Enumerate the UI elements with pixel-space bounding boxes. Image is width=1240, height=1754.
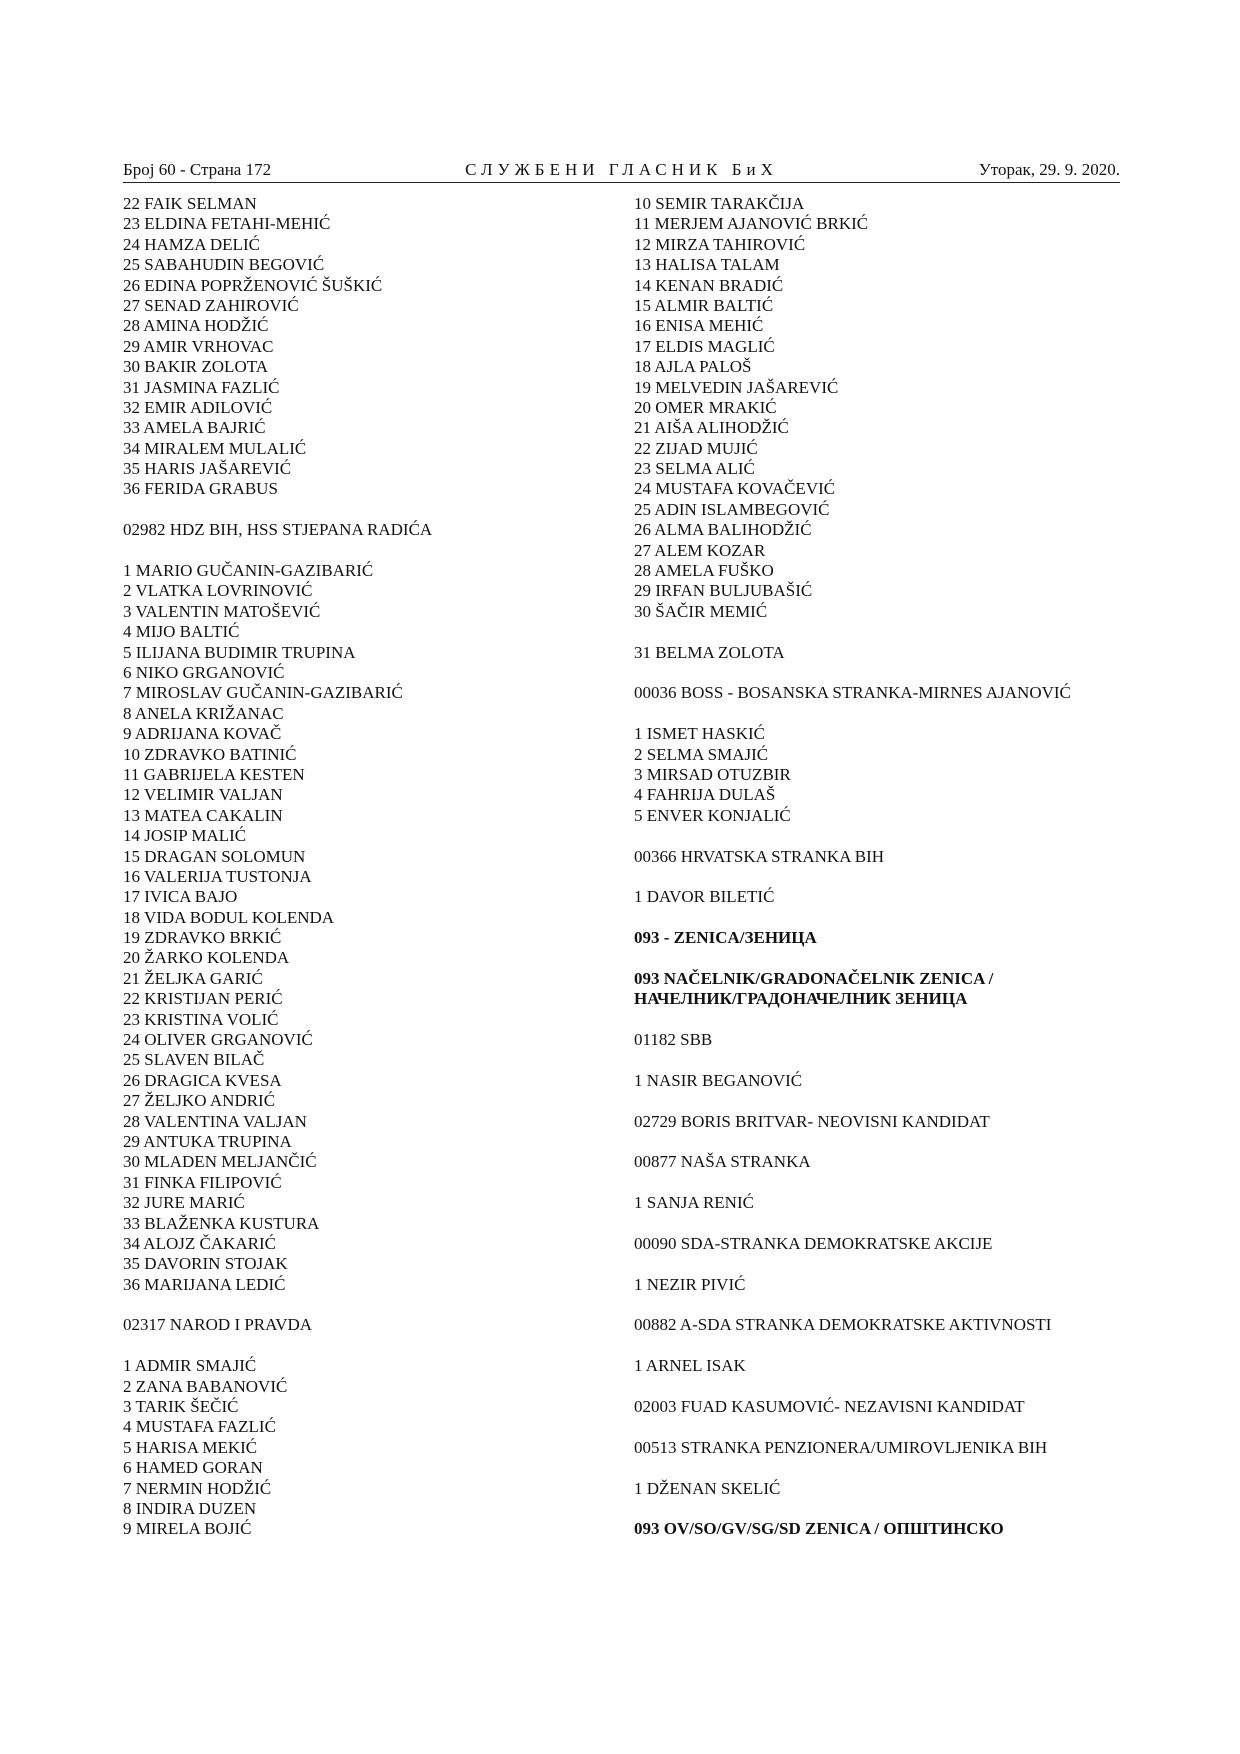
section-heading: 093 OV/SO/GV/SG/SD ZENICA / ОПШТИНСКО (634, 1519, 1004, 1539)
list-item: 11 MERJEM AJANOVIĆ BRKIĆ (634, 214, 869, 234)
list-item: 17 IVICA BAJO (123, 887, 238, 907)
list-item: 28 AMINA HODŽIĆ (123, 316, 269, 336)
list-item: 20 ŽARKO KOLENDA (123, 948, 290, 968)
list-item: 1 ADMIR SMAJIĆ (123, 1356, 257, 1376)
blank-line (634, 1010, 1124, 1030)
list-item: 25 SABAHUDIN BEGOVIĆ (123, 255, 325, 275)
list-item: 36 MARIJANA LEDIĆ (123, 1274, 286, 1294)
list-item: 4 MUSTAFA FAZLIĆ (123, 1417, 276, 1437)
list-item: 1 NASIR BEGANOVIĆ (634, 1070, 803, 1090)
list-item: 9 MIRELA BOJIĆ (123, 1519, 252, 1539)
blank-line (634, 1214, 1124, 1234)
blank-line (634, 663, 1124, 683)
list-item: 02729 BORIS BRITVAR- NEOVISNI KANDIDAT (634, 1111, 990, 1131)
list-item: 6 HAMED GORAN (123, 1458, 263, 1478)
list-item: 31 JASMINA FAZLIĆ (123, 377, 280, 397)
list-item: 01182 SBB (634, 1030, 713, 1050)
list-item: 27 ALEM KOZAR (634, 540, 766, 560)
list-item: 12 VELIMIR VALJAN (123, 785, 283, 805)
list-item: 22 FAIK SELMAN (123, 194, 257, 213)
list-item: 25 ADIN ISLAMBEGOVIĆ (634, 499, 830, 519)
list-item: 9 ADRIJANA KOVAČ (123, 724, 282, 744)
blank-line (123, 500, 613, 520)
list-item: 20 OMER MRAKIĆ (634, 397, 777, 417)
list-item: 19 MELVEDIN JAŠAREVIĆ (634, 377, 839, 397)
list-item: 1 ARNEL ISAK (634, 1356, 746, 1376)
list-item: 02003 FUAD KASUMOVIĆ- NEZAVISNI KANDIDAT (634, 1397, 1025, 1417)
list-item: 23 SELMA ALIĆ (634, 459, 755, 479)
list-item: 21 AIŠA ALIHODŽIĆ (634, 418, 789, 438)
list-item: 11 GABRIJELA KESTEN (123, 764, 305, 784)
list-item: 24 OLIVER GRGANOVIĆ (123, 1030, 313, 1050)
list-item: 29 IRFAN BULJUBAŠIĆ (634, 581, 813, 601)
list-item: 00877 NAŠA STRANKA (634, 1152, 811, 1172)
section-heading: НАЧЕЛНИК/ГРАДОНАЧЕЛНИК ЗЕНИЦА (634, 989, 968, 1009)
section-heading: 093 - ZENICA/ЗЕНИЦА (634, 928, 817, 948)
blank-line (634, 1254, 1124, 1274)
list-item: 33 BLAŽENKA KUSTURA (123, 1213, 320, 1233)
list-item: 26 ALMA BALIHODŽIĆ (634, 520, 812, 540)
list-item: 30 BAKIR ZOLOTA (123, 357, 269, 377)
list-item: 27 SENAD ZAHIROVIĆ (123, 295, 299, 315)
blank-line (634, 1458, 1124, 1478)
list-item: 4 MIJO BALTIĆ (123, 622, 240, 642)
list-item: 3 TARIK ŠEČIĆ (123, 1397, 239, 1417)
list-item: 29 AMIR VRHOVAC (123, 336, 274, 356)
list-item: 30 ŠAČIR MEMIĆ (634, 601, 768, 621)
list-item: 15 DRAGAN SOLOMUN (123, 846, 306, 866)
list-item: 10 SEMIR TARAKČIJA (634, 194, 805, 213)
list-item: 5 ILIJANA BUDIMIR TRUPINA (123, 642, 356, 662)
blank-line (634, 826, 1124, 846)
list-item: 22 KRISTIJAN PERIĆ (123, 989, 283, 1009)
list-item: 31 FINKA FILIPOVIĆ (123, 1172, 282, 1192)
blank-line (634, 1132, 1124, 1152)
list-item: 26 EDINA POPRŽENOVIĆ ŠUŠKIĆ (123, 275, 383, 295)
list-item: 14 KENAN BRADIĆ (634, 275, 784, 295)
list-item: 00513 STRANKA PENZIONERA/UMIROVLJENIKA BIH (634, 1437, 1048, 1457)
list-item: 26 DRAGICA KVESA (123, 1070, 282, 1090)
list-item: 29 ANTUKA TRUPINA (123, 1131, 292, 1151)
list-item: 7 MIROSLAV GUČANIN-GAZIBARIĆ (123, 683, 403, 703)
list-item: 22 ZIJAD MUJIĆ (634, 438, 758, 458)
list-item: 21 ŽELJKA GARIĆ (123, 968, 263, 988)
list-item: 5 HARISA MEKIĆ (123, 1437, 258, 1457)
page-header (123, 158, 1120, 183)
blank-line (634, 1499, 1124, 1519)
list-item: 25 SLAVEN BILAČ (123, 1050, 265, 1070)
list-item: 15 ALMIR BALTIĆ (634, 295, 774, 315)
list-item: 18 AJLA PALOŠ (634, 357, 752, 377)
list-item: 4 FAHRIJA DULAŠ (634, 785, 776, 805)
list-item: 30 MLADEN MELJANČIĆ (123, 1152, 317, 1172)
list-item: 02982 HDZ BIH, HSS STJEPANA RADIĆA (123, 520, 433, 540)
blank-line (634, 1173, 1124, 1193)
blank-line (634, 867, 1124, 887)
list-item: 1 DŽENAN SKELIĆ (634, 1478, 781, 1498)
list-item: 1 MARIO GUČANIN-GAZIBARIĆ (123, 561, 374, 581)
blank-line (634, 1295, 1124, 1315)
list-item: 23 KRISTINA VOLIĆ (123, 1009, 279, 1029)
list-item: 00366 HRVATSKA STRANKA BIH (634, 846, 885, 866)
list-item: 7 NERMIN HODŽIĆ (123, 1478, 272, 1498)
list-item: 8 INDIRA DUZEN (123, 1499, 257, 1518)
list-item: 28 AMELA FUŠKO (634, 561, 774, 581)
list-item: 17 ELDIS MAGLIĆ (634, 336, 775, 356)
list-item: 5 ENVER KONJALIĆ (634, 805, 791, 825)
list-item: 35 DAVORIN STOJAK (123, 1254, 288, 1274)
blank-line (634, 622, 1124, 642)
list-item: 1 SANJA RENIĆ (634, 1193, 754, 1213)
blank-line (123, 541, 613, 561)
list-item: 36 FERIDA GRABUS (123, 479, 278, 499)
list-item: 8 ANELA KRIŽANAC (123, 703, 284, 723)
list-item: 1 DAVOR BILETIĆ (634, 887, 775, 907)
list-item: 24 HAMZA DELIĆ (123, 234, 260, 254)
blank-line (634, 1377, 1124, 1397)
list-item: 1 NEZIR PIVIĆ (634, 1274, 746, 1294)
list-item: 6 NIKO GRGANOVIĆ (123, 662, 285, 682)
publication-date: Уторак, 29. 9. 2020. (978, 160, 1120, 179)
list-item: 34 ALOJZ ČAKARIĆ (123, 1233, 277, 1253)
list-item: 02317 NAROD I PRAVDA (123, 1315, 313, 1335)
blank-line (634, 908, 1124, 928)
list-item: 32 EMIR ADILOVIĆ (123, 397, 273, 417)
blank-line (123, 1336, 613, 1356)
blank-line (634, 1091, 1124, 1111)
blank-line (634, 1050, 1124, 1070)
gazette-title: СЛУЖБЕНИ ГЛАСНИК БиХ (465, 160, 778, 179)
list-item: 34 MIRALEM MULALIĆ (123, 438, 307, 458)
list-item: 13 MATEA CAKALIN (123, 805, 283, 825)
list-item: 33 AMELA BAJRIĆ (123, 418, 266, 438)
list-item: 27 ŽELJKO ANDRIĆ (123, 1091, 276, 1111)
list-item: 2 VLATKA LOVRINOVIĆ (123, 581, 313, 601)
section-heading: 093 NAČELNIK/GRADONAČELNIK ZENICA / (634, 968, 994, 988)
list-item: 31 BELMA ZOLOTA (634, 642, 785, 662)
issue-page-number: Број 60 - Страна 172 (123, 160, 272, 179)
list-item: 13 HALISA TALAM (634, 255, 780, 275)
list-item: 00882 A-SDA STRANKA DEMOKRATSKE AKTIVNOSTI (634, 1315, 1052, 1335)
list-item: 1 ISMET HASKIĆ (634, 724, 765, 744)
right-column (634, 194, 1124, 1540)
list-item: 3 VALENTIN MATOŠEVIĆ (123, 601, 321, 621)
list-item: 12 MIRZA TAHIROVIĆ (634, 234, 806, 254)
list-item: 35 HARIS JAŠAREVIĆ (123, 459, 292, 479)
list-item: 00090 SDA-STRANKA DEMOKRATSKE AKCIJE (634, 1233, 993, 1253)
blank-line (634, 704, 1124, 724)
list-item: 23 ELDINA FETAHI-MEHIĆ (123, 214, 331, 234)
list-item: 28 VALENTINA VALJAN (123, 1111, 307, 1131)
list-item: 00036 BOSS - BOSANSKA STRANKA-MIRNES AJANOVIĆ (634, 683, 1071, 703)
list-item: 2 SELMA SMAJIĆ (634, 744, 769, 764)
blank-line (634, 948, 1124, 968)
list-item: 16 VALERIJA TUSTONJA (123, 866, 312, 886)
list-item: 18 VIDA BODUL KOLENDA (123, 907, 335, 927)
left-column (123, 194, 613, 1540)
list-item: 2 ZANA BABANOVIĆ (123, 1376, 288, 1396)
blank-line (634, 1336, 1124, 1356)
list-item: 19 ZDRAVKO BRKIĆ (123, 928, 282, 948)
list-item: 24 MUSTAFA KOVAČEVIĆ (634, 479, 836, 499)
list-item: 3 MIRSAD OTUZBIR (634, 764, 791, 784)
blank-line (123, 1295, 613, 1315)
list-item: 10 ZDRAVKO BATINIĆ (123, 744, 297, 764)
list-item: 32 JURE MARIĆ (123, 1193, 245, 1213)
blank-line (634, 1417, 1124, 1437)
list-item: 16 ENISA MEHIĆ (634, 316, 764, 336)
list-item: 14 JOSIP MALIĆ (123, 826, 247, 846)
